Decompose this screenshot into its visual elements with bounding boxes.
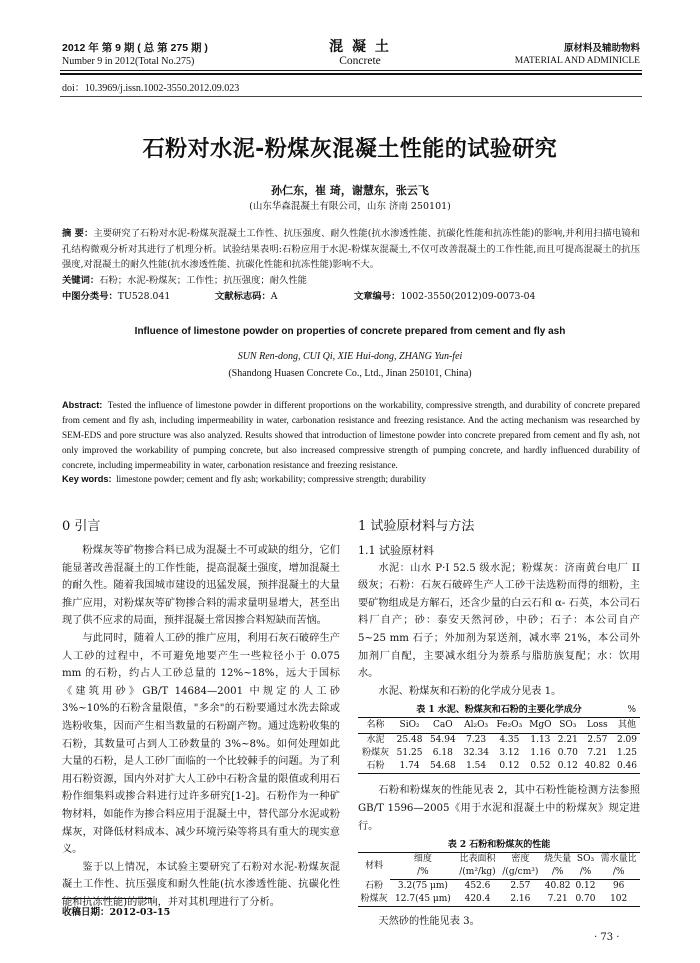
table-cell: 2.09	[616, 735, 638, 746]
classification-row	[62, 288, 640, 302]
table-cell: 32.34	[463, 748, 489, 759]
table-header-cell: 密度	[511, 854, 530, 865]
table-cell: 2.21	[557, 735, 578, 746]
table2	[358, 852, 640, 907]
table-row	[358, 747, 640, 760]
table-header-cell: /(g/cm³)	[499, 866, 542, 880]
english-abstract-text: Tested the influence of limestone powder in different proportions on the workability, compressive strength, and durability of concrete prepared from cement and fly ash, including impermeability in water, carbonation resistance and freezing resistance. And the acting mechanism was researched by SEM-EDS and pore structure was also analyzed. Results showed that introduction of limestone powder into concrete prepared from cement and fly ash, not only improved the workability of pumping concrete, but also increased compressive strength of pumping concrete, and hardly influenced durability of concrete, including impermeability in water, carbonation resistance and freezing resistance.	[62, 400, 641, 470]
table-cell: 3.2(75 μm)	[397, 881, 448, 892]
table1-title	[358, 703, 640, 717]
table-row	[358, 893, 640, 907]
table1	[358, 717, 640, 774]
table-cell: 452.6	[464, 881, 491, 892]
table-cell: 2.16	[510, 894, 531, 905]
abstract-cn-text: 主要研究了石粉对水泥-粉煤灰混凝土工作性、抗压强度、耐久性能(抗水渗透性能、抗碳化性能和抗冻性能)的影响,并利用扫描电镜和孔结构微观分析对其进行了机理分析。试验结果表明:石粉应用于水泥-粉煤灰混凝土,不仅可改善混凝土的工作性能,而且可提高混凝土的抗压强度,对混凝土的耐久性能(抗水渗透性能、抗碳化性能和抗冻性能)影响不大。	[62, 228, 640, 270]
abstract-cn-label: 摘 要：	[62, 228, 94, 239]
doi[interactable]: doi：10.3969/j.issn.1002-3550.2012.09.023	[62, 83, 240, 94]
table-header-cell: Al₂O₃	[459, 718, 492, 734]
table-cell: 7.21	[587, 748, 608, 759]
footnote-rule	[62, 898, 152, 899]
table-cell: 2.57	[510, 881, 531, 892]
intro-paragraph-1: 粉煤灰等矿物掺合料已成为混凝土不可或缺的组分，它们能显著改善混凝土的工作性能，提高混凝土强度，增加混凝土的耐久性。随着我国城市建设的迅猛发展，预拌混凝土的大量推广应用，对粉煤灰等矿物掺合料的需求量明显增大，甚至出现了供不应求的局面，预拌混凝土常因掺合料短缺而苦恼。	[62, 545, 340, 627]
table-cell: 3.12	[499, 748, 520, 759]
table-cell: 40.82	[584, 761, 611, 772]
keywords-cn-label: 关键词：	[62, 275, 100, 286]
table-cell: 1.74	[399, 761, 420, 772]
table-cell: 1.25	[616, 748, 638, 759]
table-header-cell: 需水量比	[600, 854, 637, 865]
intro-paragraph-2: 与此同时，随着人工砂的推广应用，利用石灰石破碎生产人工砂的过程中，不可避免地要产生一些粒径小于 0.075 mm 的石粉，约占人工砂总量的 12%~18%，远大于国标《建筑用砂》GB/T 14684—2001 中规定的人工砂 3%~10%的石粉含量限值，"多余"的石粉要通过水洗去除或选粉收集，因而产生相当数量的石粉副产物。通过选粉收集的石粉，其数量可占到人工砂数量的 3%~8%。如何处理如此大量的石粉，是人工砂厂面临的一个比较棘手的问题。为了利用石粉资源，国内外对扩大人工砂中石粉含量的限值或利用石粉作细集料或掺合料进行过许多研究[1-2]。石粉作为一种矿物材料，如能作为掺合料应用于混凝土中，替代部分水泥或粉煤灰，对降低材料成本、减少环境污染等将具有重大的现实意义。	[62, 632, 340, 856]
journal-name-en: Concrete	[339, 55, 381, 67]
table-cell: 0.46	[616, 761, 638, 772]
table-header-cell: 名称	[358, 718, 393, 734]
english-abstract-label: Abstract:	[62, 400, 103, 410]
methods-paragraph-3: 石粉和粉煤灰的性能见表 2，其中石粉性能检测方法参照 GB/T 1596—2005《用于水泥和混凝土中的粉煤灰》规定进行。	[358, 785, 640, 832]
table-cell: 420.4	[464, 894, 491, 905]
table2-title: 表 2 石粉和粉煤灰的性能	[447, 840, 551, 851]
table-cell: 12.7(45 μm)	[395, 894, 451, 905]
table1-header-row	[358, 718, 640, 734]
table-cell: 0.12	[499, 761, 520, 772]
table-cell: 96	[612, 881, 625, 892]
table-cell: 石粉	[366, 761, 385, 772]
table-cell: 粉煤灰	[361, 748, 389, 759]
table1-title-text: 表 1 水泥、粉煤灰和石粉的主要化学成分	[416, 705, 582, 716]
methods-subheading: 1.1 试验原材料	[358, 544, 434, 557]
table-header-cell: /%	[597, 866, 640, 880]
methods-paragraph-4: 天然砂的性能见表 3。	[378, 916, 480, 928]
intro-paragraph-3: 鉴于以上情况，本试验主要研究了石粉对水泥-粉煤灰混凝土工作性、抗压强度和耐久性能(抗水渗透性能、抗碳化性能和抗冻性能)的影响，并对其机理进行了分析。	[62, 861, 340, 908]
clc-label: 中图分类号：	[62, 291, 118, 302]
table-cell: 1.13	[530, 735, 551, 746]
table-header-cell: 材料	[364, 860, 383, 871]
table2-header-row-1	[358, 853, 640, 867]
table-cell: 0.12	[557, 761, 578, 772]
doc-code-label: 文献标志码：	[214, 291, 271, 302]
table-header-cell: 细度	[413, 854, 432, 865]
table-cell: 0.12	[575, 881, 596, 892]
clc-value: TU528.041	[117, 291, 171, 302]
table-cell: 粉煤灰	[360, 894, 388, 905]
authors: 孙仁东，崔 琦，谢慧东，张云飞	[271, 184, 429, 197]
paper-title: 石粉对水泥-粉煤灰混凝土性能的试验研究	[142, 137, 558, 162]
english-abstract	[62, 398, 640, 473]
right-column	[358, 516, 640, 931]
table-header-cell: 烧失量	[544, 854, 572, 865]
page-number: · 73 ·	[594, 932, 620, 943]
table1-unit: %	[627, 705, 636, 716]
table-cell: 54.94	[429, 735, 456, 746]
english-authors: SUN Ren-dong, CUI Qi, XIE Hui-dong, ZHANG Yun-fei	[237, 351, 463, 362]
table-header-cell: /(m²/kg)	[456, 866, 499, 880]
table-header-cell: MgO	[526, 718, 555, 734]
table-cell: 25.48	[396, 735, 423, 746]
methods-paragraph-1: 水泥：山水 P·I 52.5 级水泥；粉煤灰：济南黄台电厂 II 级灰；石粉：石灰石破碎生产人工砂干法选粉而得的细粉，主要矿物组成是方解石，还含少量的白云石和 α- 石英，本公司石料厂自产；砂：泰安天然河砂，中砂；石子：本公司自产 5~25 mm 石子；外加剂为泵送剂，减水率 21%，本公司外加剂厂自配，主要减水组分为萘系与脂肪族复配；水：饮用水。	[358, 562, 640, 680]
table-row	[358, 760, 640, 774]
table-header-cell: /%	[574, 866, 598, 880]
doi-rule	[60, 96, 642, 97]
methods-heading: 1 试验原材料与方法	[358, 519, 475, 534]
table-cell: 0.70	[557, 748, 578, 759]
english-keywords-label: Key words:	[62, 474, 112, 484]
table-header-cell: CaO	[426, 718, 459, 734]
column-cn: 原材料及辅助物料	[563, 43, 640, 54]
header-rule-thick	[60, 73, 642, 75]
table-row	[358, 880, 640, 894]
table-cell: 6.18	[432, 748, 453, 759]
article-no-value: 1002-3550(2012)09-0073-04	[400, 291, 536, 302]
english-keywords	[62, 474, 426, 484]
table2-header-row-2	[358, 866, 640, 880]
table-cell: 0.52	[530, 761, 551, 772]
table-header-cell: /%	[542, 866, 574, 880]
table-cell: 102	[610, 894, 628, 905]
header-rule-thin	[60, 70, 642, 71]
english-title: Influence of limestone powder on properties of concrete prepared from cement and fly ash	[134, 326, 566, 337]
table-cell: 水泥	[366, 735, 385, 746]
affiliation: (山东华森混凝土有限公司，山东 济南 250101)	[249, 201, 451, 212]
table-header-cell: SO₃	[555, 718, 581, 734]
running-header	[0, 0, 700, 72]
english-affiliation: (Shandong Huasen Concrete Co., Ltd., Jinan 250101, China)	[228, 368, 472, 379]
table-cell: 7.21	[547, 894, 568, 905]
keywords-cn-text: 石粉；水泥-粉煤灰；工作性；抗压强度；耐久性能	[99, 275, 307, 286]
keywords-cn	[62, 272, 307, 286]
methods-paragraph-2: 水泥、粉煤灰和石粉的化学成分见表 1。	[378, 685, 562, 697]
left-column	[62, 516, 340, 911]
issue-cn: 2012 年 第 9 期 ( 总 第 275 期 )	[62, 42, 208, 54]
table-header-cell: Fe₂O₃	[493, 718, 526, 734]
table-cell: 40.82	[544, 881, 571, 892]
column-en: MATERIAL AND ADMINICLE	[514, 56, 640, 66]
article-no-label: 文章编号：	[353, 291, 401, 302]
english-keywords-text: limestone powder; cement and fly ash; workability; compressive strength; durability	[116, 474, 427, 484]
table-cell: 54.68	[429, 761, 456, 772]
issue-en: Number 9 in 2012(Total No.275)	[62, 56, 195, 67]
table-header-cell: SiO₂	[393, 718, 426, 734]
table-row	[358, 734, 640, 748]
table-header-cell: /%	[390, 866, 456, 880]
journal-name-cn: 混 凝 土	[329, 39, 391, 55]
table-cell: 石粉	[364, 880, 383, 891]
table-header-cell: 比表面积	[459, 854, 496, 865]
table-header-cell: SO₃	[576, 854, 595, 865]
received-date: 收稿日期：2012-03-15	[62, 907, 171, 918]
table-cell: 1.16	[530, 748, 551, 759]
table-cell: 2.57	[587, 735, 608, 746]
table-cell: 7.23	[466, 735, 487, 746]
table-cell: 4.35	[499, 735, 520, 746]
intro-heading: 0 引言	[62, 519, 101, 534]
table-cell: 51.25	[396, 748, 423, 759]
table-cell: 0.70	[575, 894, 596, 905]
abstract-cn	[62, 226, 640, 273]
table-header-cell: 其他	[614, 718, 640, 734]
table-cell: 1.54	[466, 761, 487, 772]
doc-code-value: A	[270, 291, 278, 302]
table-header-cell: Loss	[581, 718, 614, 734]
